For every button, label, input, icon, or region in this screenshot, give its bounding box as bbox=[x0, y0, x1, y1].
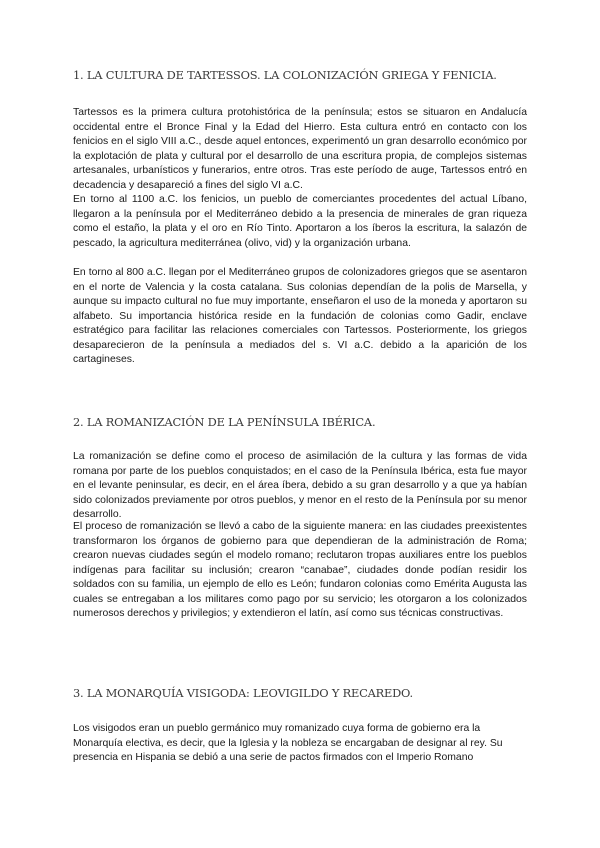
paragraph-visigodos: Los visigodos eran un pueblo germánico muy romanizado cuya forma de gobierno era la Monarquía electiva, es decir, que la Iglesia y la nobleza se encargaban de designar al rey. Su presencia en Hispania se debió a una serie de pactos firmados con el Imperio Romano bbox=[73, 723, 503, 763]
section-heading-visigodos: 3. LA MONARQUÍA VISIGODA: LEOVIGILDO Y RECAREDO. bbox=[73, 686, 413, 700]
paragraph-fenicios: En torno al 1100 a.C. los fenicios, un pueblo de comerciantes procedentes del actual Líbano, llegaron a la península por el Mediterráneo debido a la presencia de minerales de gran riqueza como el estaño, la plata y el oro en Río Tinto. Aportaron a los íberos la escritura, la salazón de pescado, la agricultura mediterránea (olivo, vid) y la organización urbana. bbox=[73, 194, 527, 249]
paragraph-griegos: En torno al 800 a.C. llegan por el Mediterráneo grupos de colonizadores griegos que se asentaron en el norte de Valencia y la costa catalana. Sus colonias dependían de la polis de Marsella, y aunque su impacto cultural no fue muy importante, enseñaron el uso de la moneda y aportaron su alfabeto. Su importancia histórica reside en la fundación de colonias como Gadir, enclave estratégico para facilitar las relaciones comerciales con Tartessos. Posteriormente, los griegos desaparecieron de la península a mediados del s. VI a.C. debido a la aparición de los cartagineses. bbox=[73, 267, 527, 365]
section-heading-romanizacion: 2. LA ROMANIZACIÓN DE LA PENÍNSULA IBÉRICA. bbox=[73, 415, 376, 429]
paragraph-romanizacion-definicion: La romanización se define como el proceso de asimilación de la cultura y las formas de vida romana por parte de los pueblos conquistados; en el caso de la Península Ibérica, esta fue mayor en el levante peninsular, es decir, en el área íbera, debido a su gran desarrollo y a que ya habían sido colonizados previamente por otros pueblos, y menor en el resto de la Península por su menor desarrollo. bbox=[73, 451, 527, 520]
section-heading-tartessos: 1. LA CULTURA DE TARTESSOS. LA COLONIZACIÓN GRIEGA Y FENICIA. bbox=[73, 68, 497, 82]
paragraph-tartessos: Tartessos es la primera cultura protohistórica de la península; estos se situaron en Andalucía occidental entre el Bronce Final y la Edad del Hierro. Esta cultura entró en contacto con los fenicios en el siglo VIII a.C., desde aquel entonces, experimentó un gran desarrollo económico por la explotación de plata y cultural por el desarrollo de una escritura propia, de complejos sistemas artesanales, urbanísticos y funerarios, entre otros. Tras este período de auge, Tartessos entró en decadencia y desapareció a fines del siglo VI a.C. bbox=[73, 107, 527, 191]
paragraph-romanizacion-proceso: El proceso de romanización se llevó a cabo de la siguiente manera: en las ciudades preexistentes transformaron los órganos de gobierno para que dependieran de la administración de Roma; crearon nuevas ciudades según el modelo romano; reclutaron tropas auxiliares entre los pueblos indígenas para facilitar su inclusión; crearon “canabae”, ciudades donde podían residir los soldados con su familia, un ejemplo de ello es León; fundaron colonias como Emérita Augusta las cuales se entregaban a los militares como pago por su servicio; les otorgaron a los colonizados numerosos derechos y privilegios; y extendieron el latín, así como sus técnicas constructivas. bbox=[73, 521, 527, 619]
